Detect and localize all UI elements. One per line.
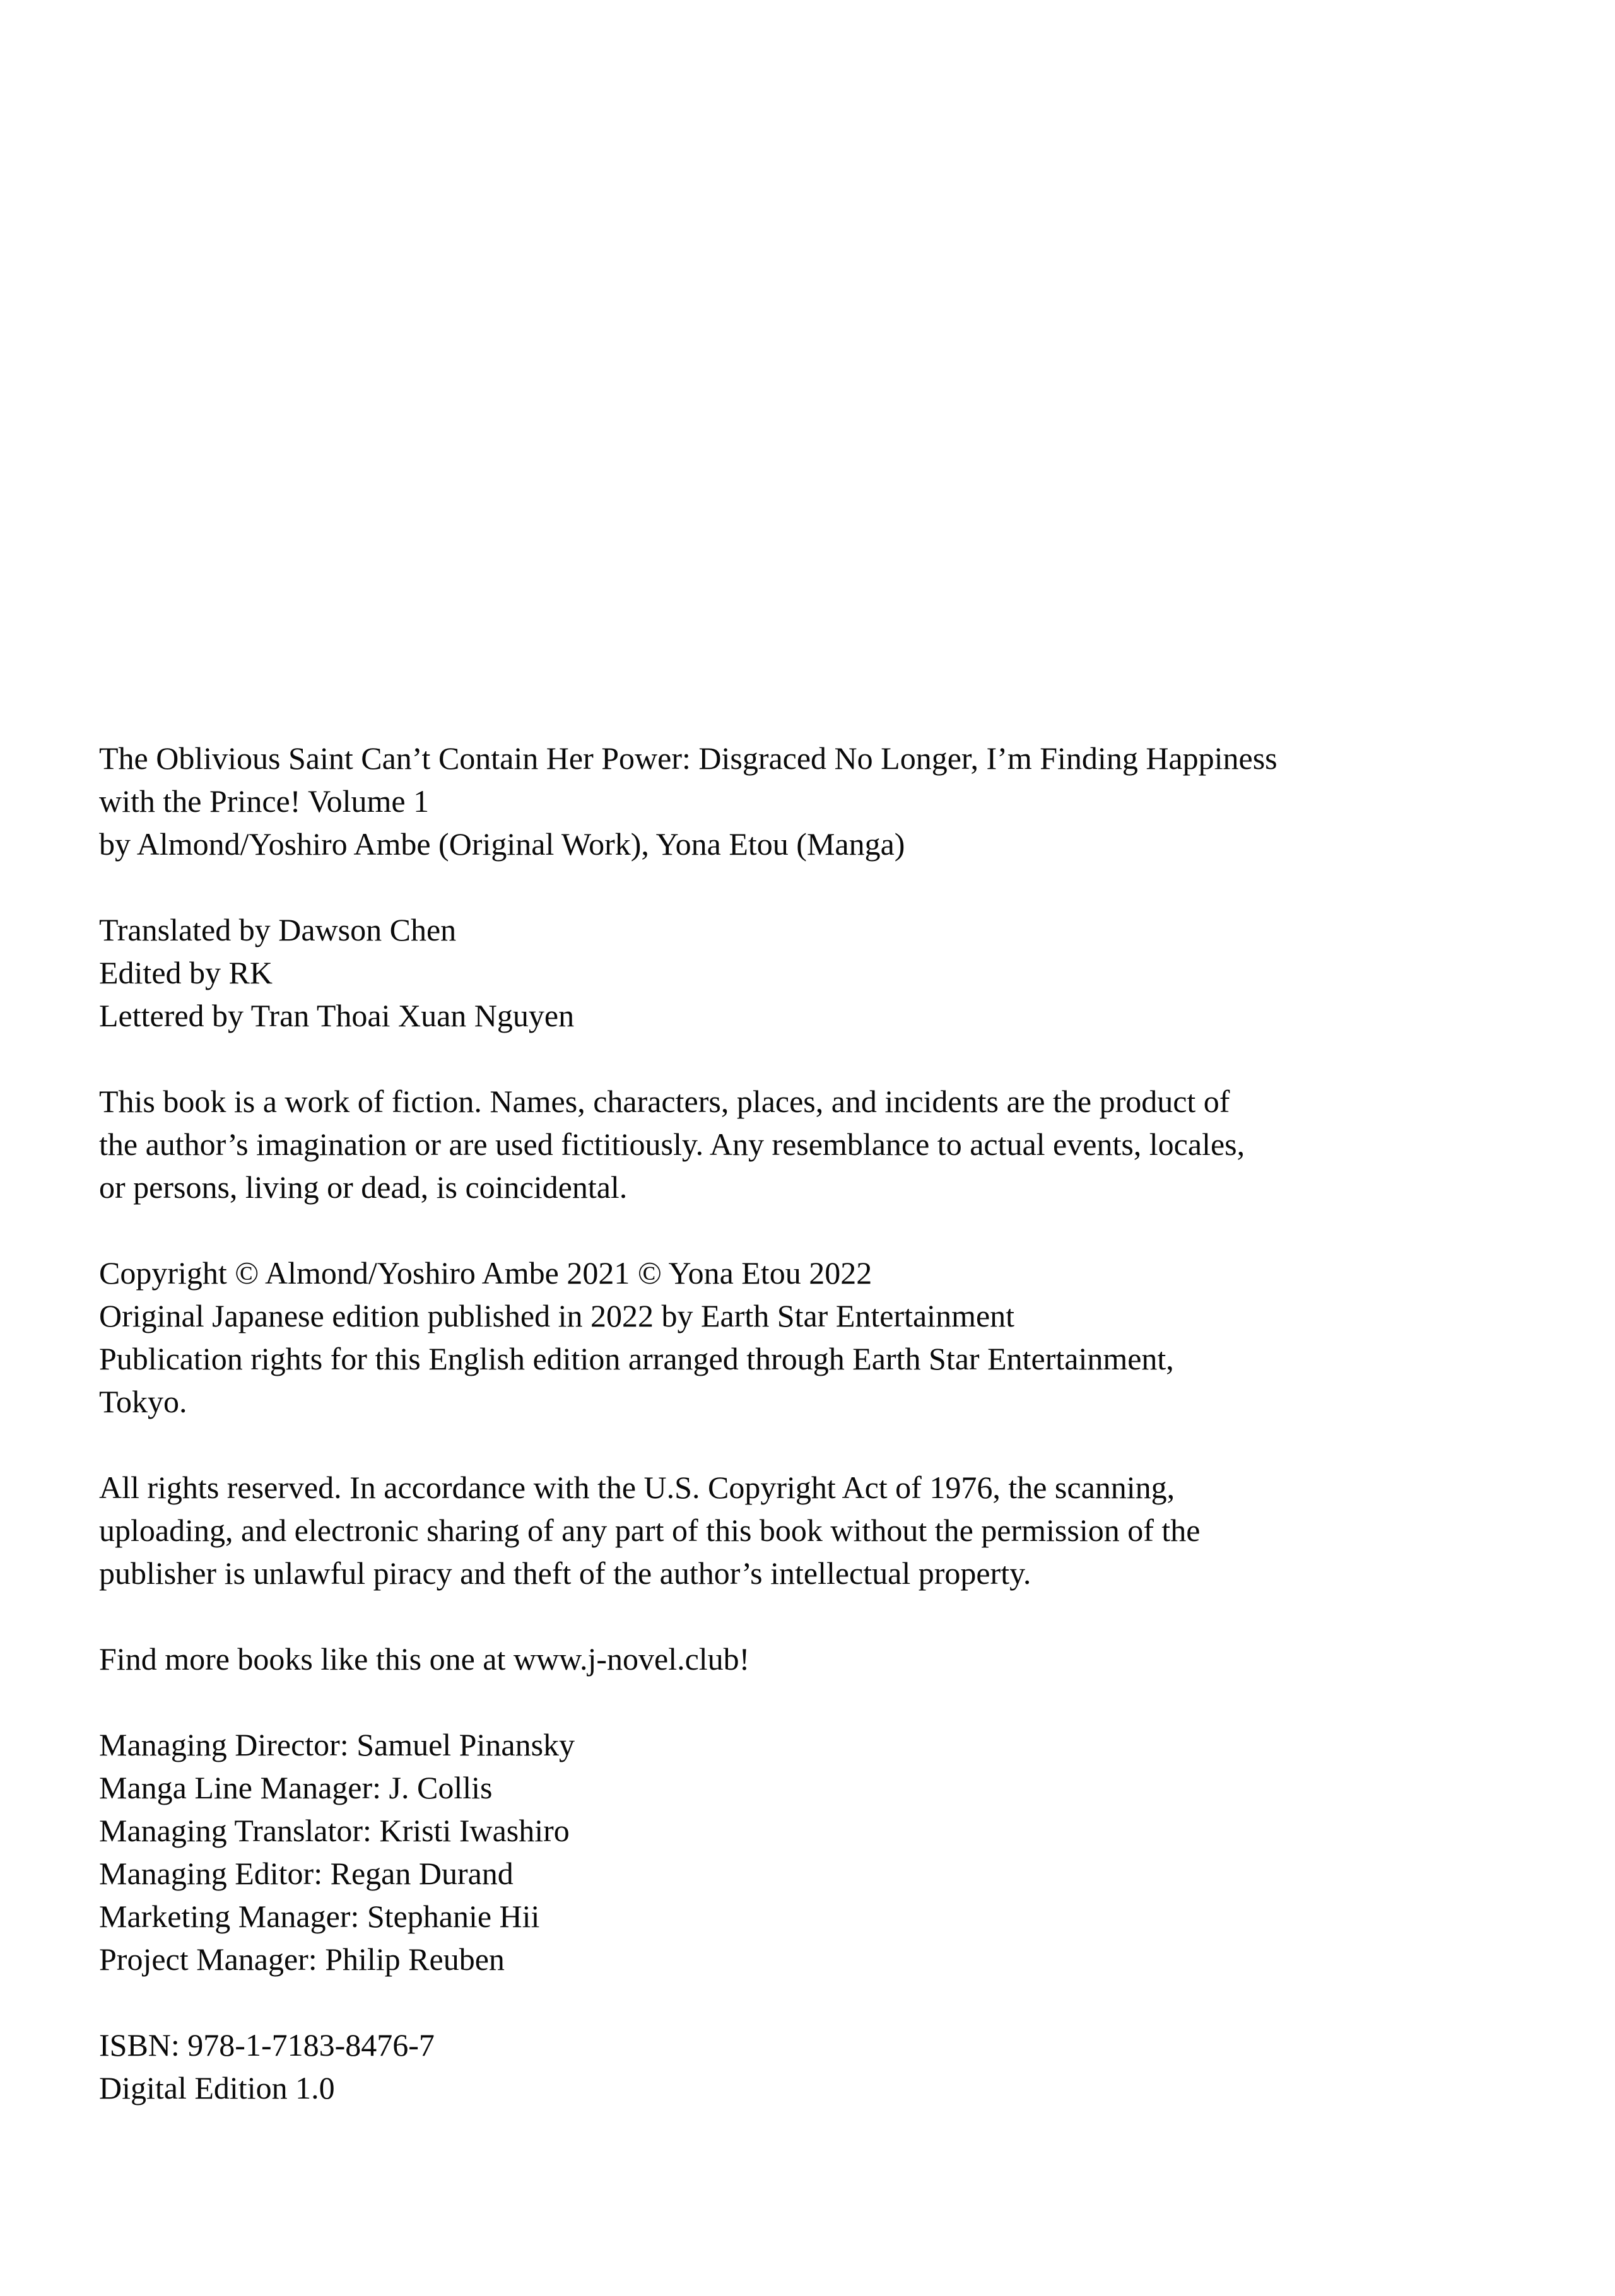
text-line: The Oblivious Saint Can’t Contain Her Power: Disgraced No Longer, I’m Finding Happiness: [99, 741, 1277, 776]
text-line: Copyright © Almond/Yoshiro Ambe 2021 © Yona Etou 2022: [99, 1255, 872, 1291]
rights-reserved-paragraph: [99, 1466, 1516, 1595]
text-line: Marketing Manager: Stephanie Hii: [99, 1899, 540, 1934]
text-line: by Almond/Yoshiro Ambe (Original Work), Yona Etou (Manga): [99, 826, 905, 862]
text-line: publisher is unlawful piracy and theft of the author’s intellectual property.: [99, 1555, 1031, 1591]
text-line: Publication rights for this English edition arranged through Earth Star Entertainment,: [99, 1341, 1174, 1376]
text-line: Find more books like this one at www.j-novel.club!: [99, 1641, 750, 1677]
book-title-paragraph: [99, 737, 1516, 865]
text-line: Lettered by Tran Thoai Xuan Nguyen: [99, 998, 575, 1033]
company-credits-paragraph: [99, 1723, 1516, 1981]
text-line: ISBN: 978-1-7183-8476-7: [99, 2027, 435, 2063]
text-line: Managing Translator: Kristi Iwashiro: [99, 1813, 570, 1848]
text-line: Digital Edition 1.0: [99, 2070, 335, 2106]
text-line: with the Prince! Volume 1: [99, 783, 430, 819]
text-line: uploading, and electronic sharing of any part of this book without the permission of the: [99, 1513, 1201, 1548]
copyright-paragraph: [99, 1251, 1516, 1423]
text-line: All rights reserved. In accordance with the U.S. Copyright Act of 1976, the scanning,: [99, 1470, 1175, 1505]
text-line: Original Japanese edition published in 2022 by Earth Star Entertainment: [99, 1298, 1015, 1333]
text-line: Manga Line Manager: J. Collis: [99, 1770, 493, 1805]
text-line: Tokyo.: [99, 1384, 187, 1419]
isbn-edition-paragraph: [99, 2024, 1516, 2109]
text-line: Edited by RK: [99, 955, 273, 990]
colophon-page: [99, 737, 1516, 2109]
fiction-disclaimer-paragraph: [99, 1080, 1516, 1209]
text-line: or persons, living or dead, is coincidental.: [99, 1169, 628, 1205]
text-line: Managing Editor: Regan Durand: [99, 1856, 514, 1891]
translation-staff-paragraph: [99, 908, 1516, 1037]
promo-link-paragraph: [99, 1637, 1516, 1680]
text-line: Project Manager: Philip Reuben: [99, 1942, 505, 1977]
text-line: the author’s imagination or are used fictitiously. Any resemblance to actual events, locales,: [99, 1127, 1245, 1162]
text-line: This book is a work of fiction. Names, characters, places, and incidents are the product of: [99, 1084, 1230, 1119]
text-line: Translated by Dawson Chen: [99, 912, 457, 947]
text-line: Managing Director: Samuel Pinansky: [99, 1727, 575, 1762]
